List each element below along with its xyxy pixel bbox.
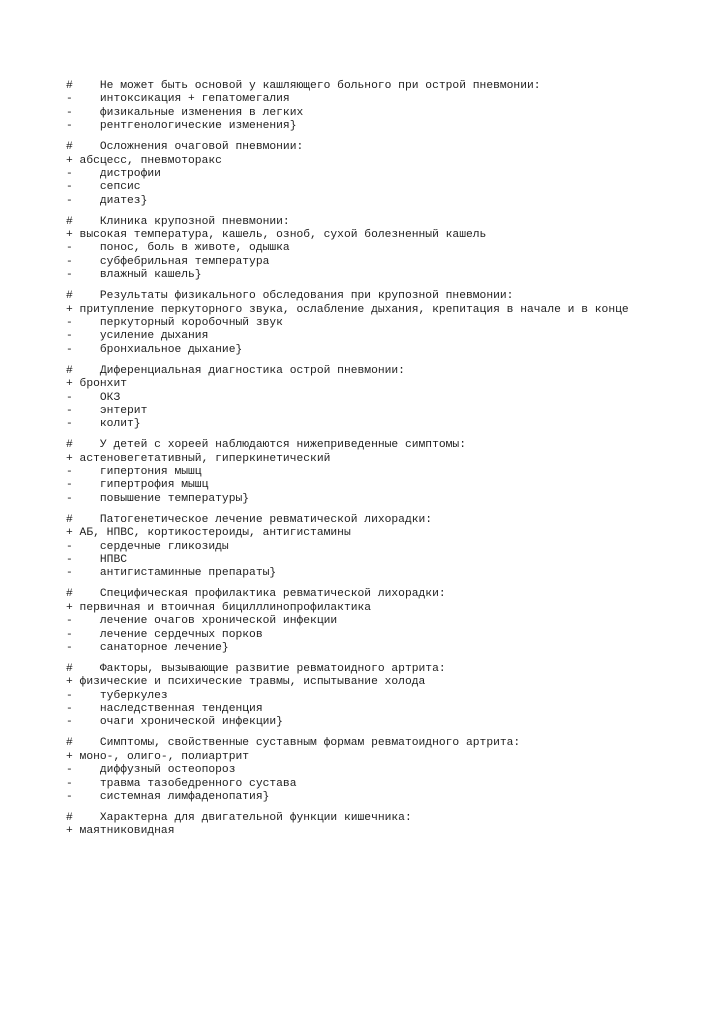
question-block [66,290,666,357]
question-block [66,663,666,730]
answer-option: + первичная и втоичная бицилллинопрофилактика [66,601,372,614]
question-text: # Осложнения очаговой пневмонии: [66,141,304,154]
answer-option: - субфебрильная температура [66,255,270,268]
answer-option: - влажный кашель} [66,269,202,282]
answer-option: - ОКЗ [66,391,121,404]
answer-option: + бронхит [66,378,128,391]
question-block [66,514,666,581]
answer-option: - травма тазобедренного сустава [66,777,297,790]
answer-option: + абсцесс, пневмоторакс [66,154,222,167]
answer-option: - физикальные изменения в легких [66,106,304,119]
answer-option: - усиление дыхания [66,330,209,343]
answer-option: - дистрофии [66,167,161,180]
question-text: # У детей с хореей наблюдаются нижеприведенные симптомы: [66,439,466,452]
question-block [66,216,666,283]
answer-option: - системная лимфаденопатия} [66,791,270,803]
answer-option: - гипертрофия мышц [66,479,209,492]
question-text: # Характерна для двигательной функции кишечника: [66,811,412,824]
answer-option: + астеновегетативный, гиперкинетический [66,452,331,465]
answer-option: - колит} [66,418,141,431]
answer-option: - антигистаминные препараты} [66,567,277,580]
answer-option: + маятниковидная [66,825,175,838]
answer-option: - лечение сердечных порков [66,628,263,641]
question-text: # Диференциальная диагностика острой пневмонии: [66,364,405,377]
question-text: # Клиника крупозной пневмонии: [66,215,290,228]
answer-option: - интоксикация + гепатомегалия [66,93,290,106]
question-block [66,80,666,134]
answer-option: - санаторное лечение} [66,641,229,654]
answer-option: + АБ, НПВС, кортикостероиды, антигистамины [66,527,351,540]
answer-option: + моно-, олиго-, полиартрит [66,750,250,763]
question-block [66,737,666,804]
answer-option: - рентгенологические изменения} [66,120,297,133]
question-block [66,812,666,839]
question-text: # Специфическая профилактика ревматической лихорадки: [66,588,446,601]
question-text: # Не может быть основой у кашляющего больного при острой пневмонии: [66,80,541,92]
question-block [66,439,666,506]
answer-option: - наследственная тенденция [66,703,263,716]
answer-option: + высокая температура, кашель, озноб, сухой болезненный кашель [66,229,487,242]
document-page [66,80,666,846]
question-text: # Патогенетическое лечение ревматической лихорадки: [66,513,433,526]
answer-option: - туберкулез [66,689,168,702]
answer-option: - сепсис [66,181,141,194]
answer-option: - гипертония мышц [66,466,202,479]
question-block [66,365,666,432]
answer-option: - понос, боль в животе, одышка [66,242,290,255]
answer-option: - энтерит [66,404,148,417]
answer-option: - бронхиальное дыхание} [66,343,243,356]
answer-option: - перкуторный коробочный звук [66,317,283,329]
answer-option: + физические и психические травмы, испытывание холода [66,676,426,689]
answer-option: + притупление перкуторного звука, ослабление дыхания, крепитация в начале и в конце [66,303,629,316]
answer-option: - сердечные гликозиды [66,540,229,553]
answer-option: - НПВС [66,554,128,566]
answer-option: - диатез} [66,194,148,207]
question-text: # Результаты физикального обследования при крупозной пневмонии: [66,290,514,303]
answer-option: - повышение температуры} [66,492,250,505]
question-block [66,588,666,655]
answer-option: - очаги хронической инфекции} [66,716,283,729]
answer-option: - лечение очагов хронической инфекции [66,615,338,628]
question-text: # Симптомы, свойственные суставным формам ревматоидного артрита: [66,737,521,750]
question-block [66,141,666,208]
answer-option: - диффузный остеопороз [66,764,236,777]
question-text: # Факторы, вызывающие развитие ревматоидного артрита: [66,662,446,675]
